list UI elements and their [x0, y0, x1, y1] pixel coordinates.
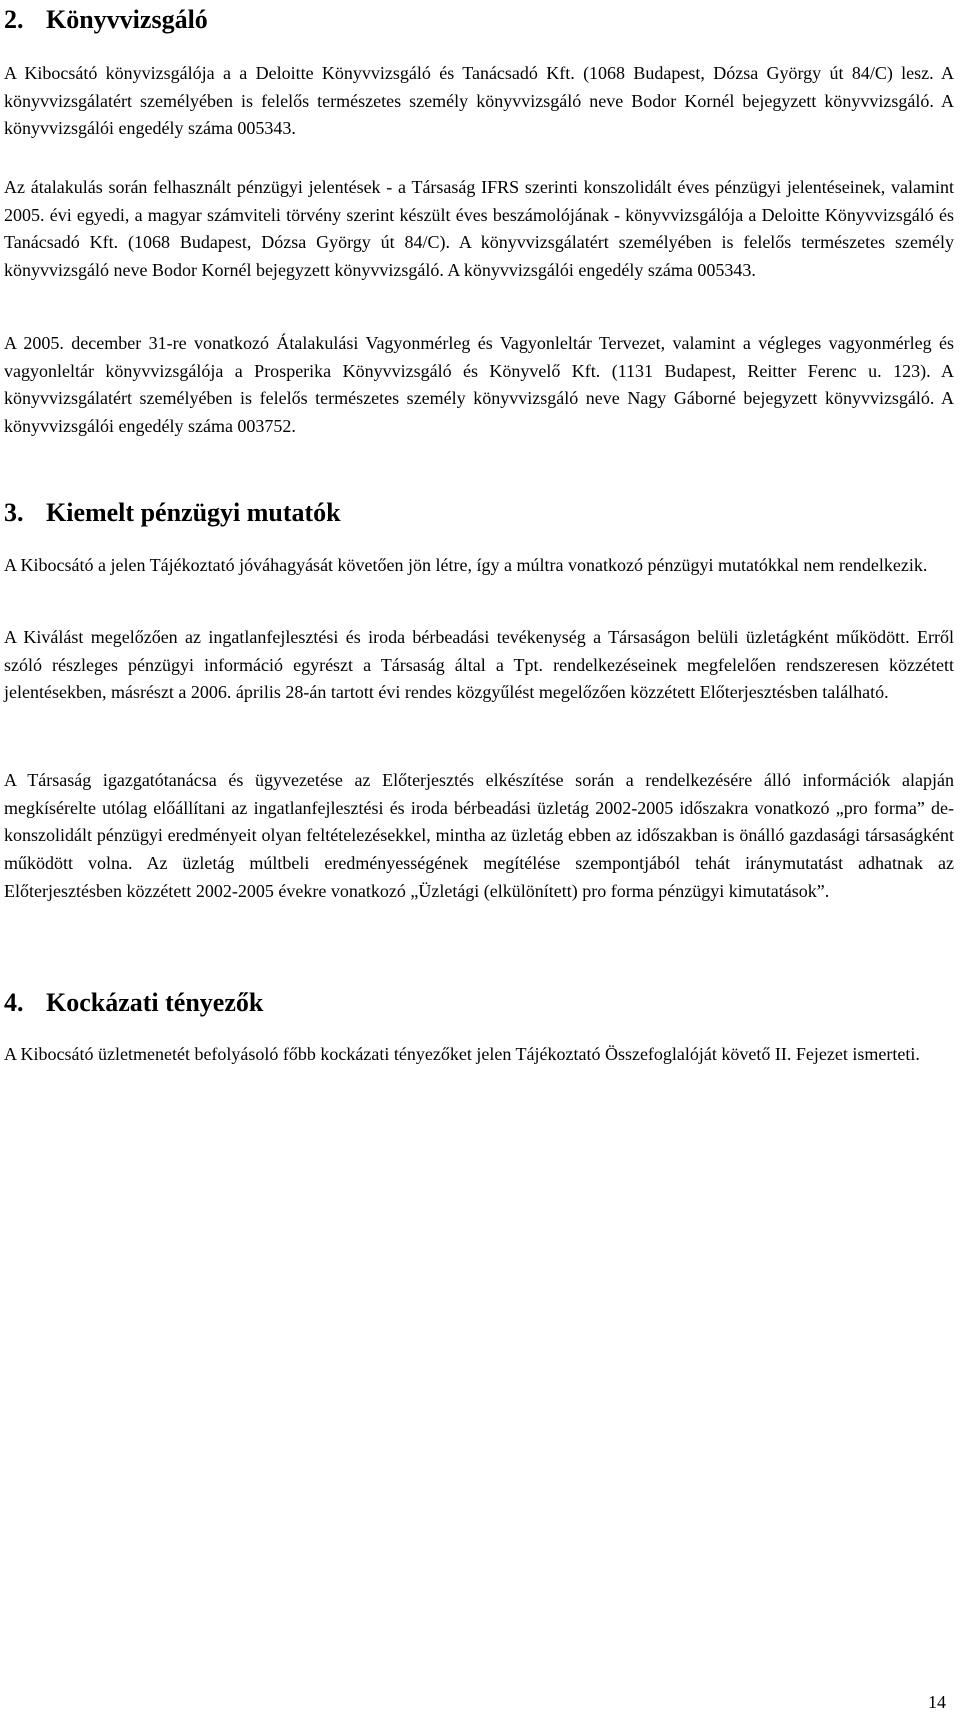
section-title: Kockázati tényezők [46, 988, 264, 1017]
section-title: Kiemelt pénzügyi mutatók [46, 498, 341, 527]
section-number: 2. [4, 5, 24, 34]
section-heading-risk-factors [4, 985, 263, 1021]
paragraph: A Kibocsátó könyvizsgálója a a Deloitte Könyvvizsgáló és Tanácsadó Kft. (1068 Budapest, Dózsa György út 84/C) lesz. A könyvvizsgálatért személyében is felelős természetes személy könyvvizsgáló neve Bodor Kornél bejegyzett könyvvizsgáló. A könyvvizsgálói engedély száma 005343. [4, 63, 954, 139]
section-heading-auditor [4, 2, 208, 38]
paragraph: Az átalakulás során felhasznált pénzügyi jelentések - a Társaság IFRS szerinti konszolidált éves pénzügyi jelentéseinek, valamint 2005. évi egyedi, a magyar számviteli törvény szerint készült éves beszámolójának - könyvvizsgálója a Deloitte Könyvvizsgáló és Tanácsadó Kft. (1068 Budapest, Dózsa György út 84/C). A könyvvizsgálatért személyében is felelős természetes személy könyvvizsgáló neve Bodor Kornél bejegyzett könyvvizsgáló. A könyvvizsgálói engedély száma 005343. [4, 177, 954, 281]
section-title: Könyvvizsgáló [46, 5, 208, 34]
section-number: 3. [4, 498, 24, 527]
paragraph: A Kibocsátó üzletmenetét befolyásoló főbb kockázati tényezőket jelen Tájékoztató Összefoglalóját követő II. Fejezet ismerteti. [4, 1044, 920, 1064]
paragraph: A Társaság igazgatótanácsa és ügyvezetése az Előterjesztés elkészítése során a rendelkezésére álló információk alapján megkísérelte utólag előállítani az ingatlanfejlesztési és iroda bérbeadási üzletág 2002-2005 időszakra vonatkozó „pro forma” de-konszolidált pénzügyi eredményeit olyan feltételezésekkel, mintha az üzletág ebben az időszakban is önálló gazdasági társaságként működött volna. Az üzletág múltbeli eredményességének megítélése szempontjából tehát iránymutatást adhatnak az Előterjesztésben közzétett 2002-2005 évekre vonatkozó „Üzletági (elkülönített) pro forma pénzügyi kimutatások”. [4, 770, 954, 901]
paragraph: A Kibocsátó a jelen Tájékoztató jóváhagyását követően jön létre, így a múltra vonatkozó pénzügyi mutatókkal nem rendelkezik. [4, 555, 928, 575]
paragraph: A Kiválást megelőzően az ingatlanfejlesztési és iroda bérbeadási tevékenység a Társaságon belüli üzletágként működött. Erről szóló részleges pénzügyi információ egyrészt a Társaság által a Tpt. rendelkezéseinek megfelelően rendszeresen közzétett jelentésekben, másrészt a 2006. április 28-án tartott évi rendes közgyűlést megelőzően közzétett Előterjesztésben található. [4, 627, 954, 703]
section-heading-financial-indicators [4, 495, 341, 531]
page-number: 14 [928, 1692, 946, 1712]
paragraph: A 2005. december 31-re vonatkozó Átalakulási Vagyonmérleg és Vagyonleltár Tervezet, valamint a végleges vagyonmérleg és vagyonleltár könyvvizsgálója a Prosperika Könyvvizsgáló és Könyvelő Kft. (1131 Budapest, Reitter Ferenc u. 123). A könyvvizsgálatért személyében is felelős természetes személy könyvvizsgáló neve Nagy Gáborné bejegyzett könyvvizsgáló. A könyvvizsgálói engedély száma 003752. [4, 333, 954, 437]
section-number: 4. [4, 988, 24, 1017]
